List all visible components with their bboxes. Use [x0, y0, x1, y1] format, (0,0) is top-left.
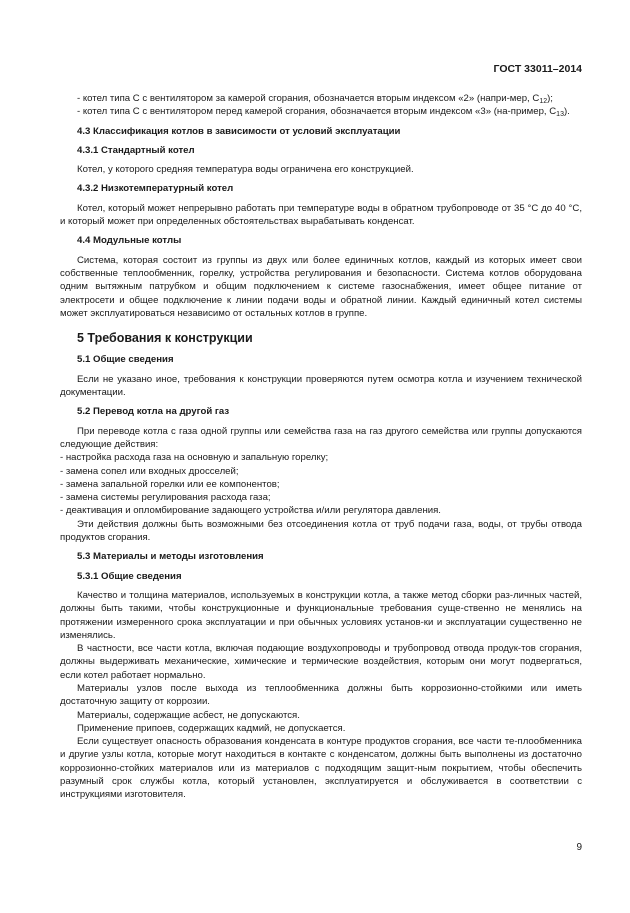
- subscript: 13: [556, 111, 564, 119]
- page-number: 9: [576, 842, 582, 853]
- paragraph: Материалы, содержащие асбест, не допускаются.: [77, 709, 300, 721]
- list-item-text: - котел типа С с вентилятором перед камерой сгорания, обозначается вторым индексом «3» (на-пример, С: [77, 106, 557, 118]
- section-heading-5: 5 Требования к конструкции: [77, 331, 253, 346]
- list-item: - замена запальной горелки или ее компонентов;: [60, 478, 280, 490]
- section-heading-4-3-2: 4.3.2 Низкотемпературный котел: [77, 183, 234, 195]
- paragraph: Если существует опасность образования конденсата в контуре продуктов сгорания, все части те-плообменника и другие узлы котла, которые могут находиться в контакте с конденсатом, должны быть выполнены из достаточно коррозионно-стойких материалов или из материалов с подходящим защит-ным покрытием, чтобы обеспечить разумный срок службы котла, который установлен, эксплуатируется и обслуживается в соответствии с инструкциями изготовителя.: [60, 736, 582, 801]
- paragraph: При переводе котла с газа одной группы или семейства газа на газ другого семейства или группы допускаются следующие действия:: [60, 425, 582, 450]
- section-heading-4-4: 4.4 Модульные котлы: [77, 235, 182, 247]
- list-item: [60, 92, 582, 105]
- section-heading-4-3-1: 4.3.1 Стандартный котел: [77, 144, 195, 156]
- list-item-text: ).: [563, 106, 570, 118]
- paragraph: Если не указано иное, требования к конструкции проверяются путем осмотра котла и изучением технической документации.: [60, 373, 582, 399]
- section-heading-4-3: 4.3 Классификация котлов в зависимости от условий эксплуатации: [77, 125, 401, 137]
- document-body: [60, 92, 582, 802]
- paragraph: Материалы узлов после выхода из теплообменника должны быть коррозионно-стойкими или иметь достаточную защиту от коррозии.: [60, 682, 582, 708]
- subscript: 12: [539, 98, 548, 105]
- paragraph: Эти действия должны быть возможными без отсоединения котла от труб подачи газа, воды, от трубы отвода продуктов сгорания.: [60, 518, 582, 544]
- paragraph: В частности, все части котла, включая подающие воздухопроводы и трубопровод отвода продук-тов сгорания, должны выдерживать механические, химические и термические воздействия, которым они могут подвергаться, если котел работает нормально.: [60, 643, 582, 681]
- list-item-text: - котел типа С с вентилятором за камерой сгорания, обозначается вторым индексом «2» (напри-мер, С: [77, 93, 540, 104]
- list-item: - настройка расхода газа на основную и запальную горелку;: [60, 452, 329, 464]
- paragraph: Котел, у которого средняя температура воды ограничена его конструкцией.: [77, 164, 414, 176]
- list-item: - замена сопел или входных дросселей;: [60, 465, 239, 477]
- section-heading-5-2: 5.2 Перевод котла на другой газ: [77, 406, 230, 418]
- paragraph: Система, которая состоит из группы из двух или более единичных котлов, каждый из которых имеет свои собственные теплообменник, горелку, устройства регулирования и безопасности. Система котлов оборудована одним вытяжным патрубком и общим подключением к системе газоснабжения, имеет общее питание от электросети и общее подключение к линии подачи воды и обратной линии. Каждый единичный котел системы может эксплуатироваться независимо от остальных котлов в группе.: [60, 254, 582, 319]
- list-item-text: );: [547, 93, 553, 104]
- paragraph: Применение припоев, содержащих кадмий, не допускается.: [77, 722, 346, 734]
- paragraph: Качество и толщина материалов, используемых в конструкции котла, а также метод сборки раз-личных частей, должны быть такими, чтобы конструкционные и функциональные требования суще-ственно не менялись на протяжении измеренного срока эксплуатации и при обычных условиях установ-ки и эксплуатации существенно не изменялись.: [60, 589, 582, 641]
- list-item: - деактивация и опломбирование задающего устройства и/или регулятора давления.: [60, 505, 441, 517]
- list-item: [60, 105, 582, 118]
- section-heading-5-1: 5.1 Общие сведения: [77, 354, 174, 366]
- paragraph: Котел, который может непрерывно работать при температуре воды в обратном трубопроводе от 35 °С до 40 °С, и который может при определенных обстоятельствах вырабатывать конденсат.: [60, 202, 582, 228]
- document-header: ГОСТ 33011–2014: [493, 63, 582, 75]
- section-heading-5-3-1: 5.3.1 Общие сведения: [77, 570, 182, 582]
- list-item: - замена системы регулирования расхода газа;: [60, 492, 271, 504]
- section-heading-5-3: 5.3 Материалы и методы изготовления: [77, 551, 264, 563]
